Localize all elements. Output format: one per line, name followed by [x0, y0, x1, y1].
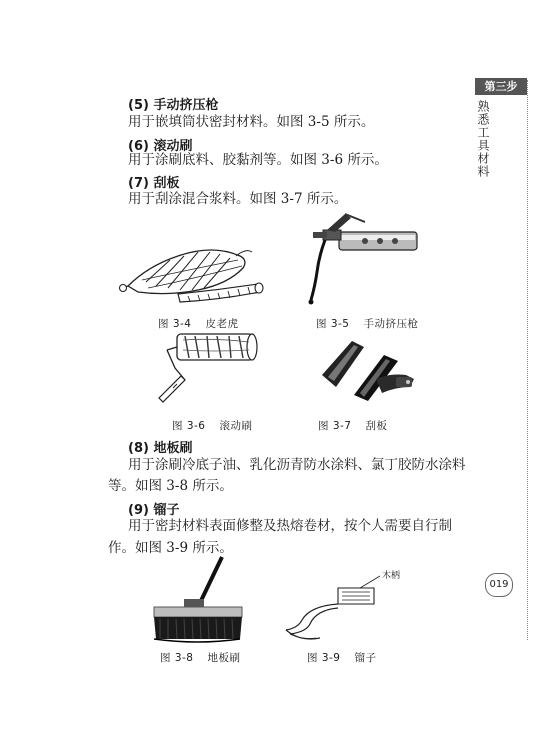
section-7-text: 用于刮涂混合浆料。如图 3-7 所示。: [128, 191, 348, 207]
section-6-text: 用于涂刷底料、胶黏剂等。如图 3-6 所示。: [128, 152, 388, 168]
section-5-heading: (5) 手动挤压枪: [128, 98, 219, 113]
section-9-text-line2: 作。如图 3-9 所示。: [108, 540, 233, 556]
fig-3-6-number: 图 3-6: [172, 420, 206, 432]
fig-3-9-name: 镏子: [354, 652, 377, 664]
fig-3-6-caption: [172, 418, 253, 433]
fig-3-4-number: 图 3-4: [158, 318, 192, 330]
fig-3-9-caption: [307, 650, 377, 665]
chapter-title: 熟悉工具材料: [476, 100, 490, 178]
handle-label: 木柄: [382, 571, 401, 581]
section-8-heading: (8) 地板刷: [128, 441, 193, 456]
section-8-text-line2: 等。如图 3-8 所示。: [108, 478, 233, 494]
fig-3-5-caption: [316, 316, 419, 331]
floor-brush-illustration: [148, 555, 248, 645]
section-9-heading: (9) 镏子: [128, 503, 180, 518]
section-7-heading: (7) 刮板: [128, 176, 180, 191]
page-number: 019: [485, 573, 513, 597]
fig-3-7-name: 刮板: [365, 420, 388, 432]
fig-3-8-number: 图 3-8: [160, 652, 194, 664]
fig-3-5-number: 图 3-5: [316, 318, 350, 330]
fig-3-4-caption: [158, 316, 239, 331]
section-5-text: 用于嵌填筒状密封材料。如图 3-5 所示。: [128, 114, 375, 130]
fig-3-7-number: 图 3-7: [318, 420, 352, 432]
fig-3-6-name: 滚动刷: [219, 420, 253, 432]
section-8-text-line1: 用于涂刷冷底子油、乳化沥青防水涂料、氯丁胶防水涂料: [128, 457, 466, 473]
sidebar-dotted-rule: [527, 80, 528, 640]
fig-3-8-name: 地板刷: [207, 652, 241, 664]
caulking-gun-illustration: [305, 210, 420, 310]
section-6-heading: (6) 滚动刷: [128, 139, 193, 154]
roller-brush-illustration: [155, 330, 265, 415]
scraper-illustration: [318, 335, 418, 405]
fig-3-5-name: 手动挤压枪: [363, 318, 419, 330]
bellows-illustration: [118, 238, 268, 310]
section-9-text-line1: 用于密封材料表面修整及热熔卷材，按个人需要自行制: [128, 518, 452, 534]
fig-3-8-caption: [160, 650, 241, 665]
fig-3-7-caption: [318, 418, 388, 433]
fig-3-4-name: 皮老虎: [205, 318, 239, 330]
step-tab: 第三步: [475, 78, 527, 95]
fig-3-9-number: 图 3-9: [307, 652, 341, 664]
